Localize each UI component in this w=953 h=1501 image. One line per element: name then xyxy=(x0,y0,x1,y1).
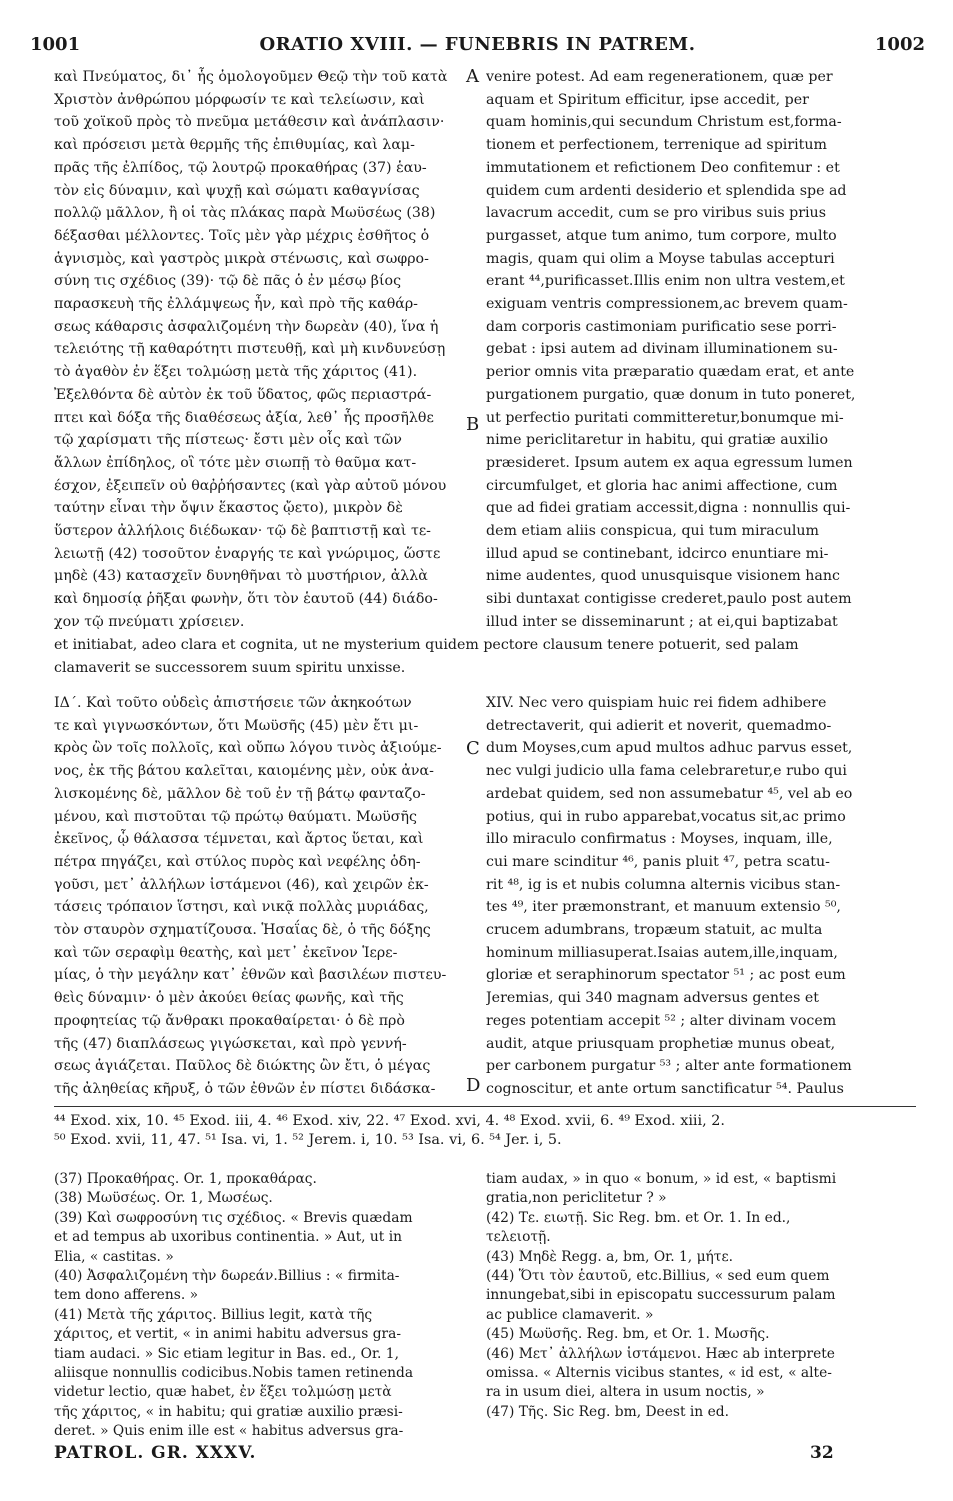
text-line: nec vulgi judicio ulla fama celebraretur,e rubo qui xyxy=(486,763,847,780)
text-line: que ad fidei gratiam accessit,digna : nonnullis qui- xyxy=(486,500,851,517)
text-line: nime periclitaretur in habitu, qui gratiæ auxilio xyxy=(486,432,829,449)
footer-volume: PATROL. GR. XXXV. xyxy=(54,1443,257,1463)
footer-signature: 32 xyxy=(810,1443,834,1463)
margin-letter-a: A xyxy=(466,66,479,87)
text-line: καὶ τῶν σεραφὶμ θεατὴς, καὶ μετ᾿ ἐκεῖνον Ἱερε- xyxy=(54,944,398,961)
text-line: gloriæ et seraphinorum spectator ⁵¹ ; ac post eum xyxy=(486,967,846,984)
text-line: τῆς (47) διαπλάσεως γιγώσκεται, καὶ πρὸ γεννή- xyxy=(54,1035,407,1052)
text-line: gebat : ipsi autem ad divinam illuminationem su- xyxy=(486,341,838,358)
text-line: lavacrum accedit, cum se pro viribus suis prius xyxy=(486,205,826,222)
text-line: (42) Τε. ειωτῇ. Sic Reg. bm. et Or. 1. In ed., xyxy=(486,1209,791,1226)
text-line: ⁵⁰ Exod. xvii, 11, 47. ⁵¹ Isa. vi, 1. ⁵² Jerem. i, 10. ⁵³ Isa. vi, 6. ⁵⁴ Jer. i, 5. xyxy=(54,1132,562,1149)
text-line: aquam et Spiritum efficitur, ipse accedit, per xyxy=(486,91,809,108)
footnotes-right xyxy=(486,1170,916,1422)
text-line: tem dono afferens. » xyxy=(54,1287,199,1304)
text-line: ὕστερον ἀλλήλοις διέδωκαν· τῷ δὲ βαπτιστῇ καὶ τε- xyxy=(54,523,431,540)
text-line: clamaverit se successorem suum spiritu unxisse. xyxy=(54,659,406,676)
text-line: purgationem purgatio, quæ donum in tuto poneret, xyxy=(486,386,856,403)
text-line: dem etiam aliis conspicua, qui tum miraculum xyxy=(486,523,819,540)
running-header xyxy=(30,34,925,58)
text-line: Elia, « castitas. » xyxy=(54,1248,174,1265)
text-line: et ad tempus ab uxoribus continentia. » Aut, ut in xyxy=(54,1229,402,1246)
reference-rule xyxy=(54,1106,916,1107)
text-line: tiam audaci. » Sic etiam legitur in Bas. ed., Or. 1, xyxy=(54,1345,399,1362)
text-line: δέξασθαι μέλλοντες. Τοῖς μὲν γὰρ μέχρις ἐσθῆτος ὁ xyxy=(54,227,430,244)
text-line: venire potest. Ad eam regenerationem, quæ per xyxy=(486,69,833,85)
text-line: ra in usum diei, altera in usum noctis, » xyxy=(486,1384,765,1401)
text-line: σεως κάθαρσις ἀσφαλιζομένη τὴν δωρεὰν (40), ἵνα ἡ xyxy=(54,318,439,335)
margin-letter-d: D xyxy=(466,1075,481,1096)
page-number-left: 1001 xyxy=(30,34,81,55)
text-line: λειωτῇ (42) τοσοῦτον ἐναργής τε καὶ γνώριμος, ὥστε xyxy=(54,545,441,562)
text-line: dum Moyses,cum apud multos adhuc parvus esset, xyxy=(486,740,853,757)
text-line: τὸν σταυρὸν σχηματίζουσα. Ἡσαΐας δὲ, ὁ τῆς δόξης xyxy=(54,922,431,939)
text-line: (47) Τῆς. Sic Reg. bm, Deest in ed. xyxy=(486,1403,729,1420)
text-line: reges potentiam accepit ⁵² ; alter divinam vocem xyxy=(486,1012,837,1029)
text-line: immutationem et refictionem Deo confitemur : et xyxy=(486,159,840,176)
text-line: Χριστὸν ἀνθρώπου μόρφωσίν τε καὶ τελείωσιν, καὶ xyxy=(54,91,425,108)
greek-column-section-xiv xyxy=(54,692,466,1101)
text-line: (45) Μωϋσῆς. Reg. bm, et Or. 1. Μωσῆς. xyxy=(486,1326,770,1343)
text-line: προφητείας τῷ ἄνθρακι προκαθαίρεται· ὁ δὲ πρὸ xyxy=(54,1012,405,1029)
text-line: τελειότης τῇ καθαρότητι πιστευθῇ, καὶ μὴ κινδυνεύσῃ xyxy=(54,341,446,358)
text-line: μίας, ὁ τὴν μεγάλην κατ᾿ ἐθνῶν καὶ βασιλέων πιστευ- xyxy=(54,967,447,984)
text-line: hominum milliasuperat.Isaias autem,ille,inquam, xyxy=(486,944,838,961)
text-line: (46) Μετ᾿ ἀλλήλων ἱστάμενοι. Hæc ab interprete xyxy=(486,1345,835,1362)
text-line: cognoscitur, et ante ortum sanctificatur ⁵⁴. Paulus xyxy=(486,1080,844,1097)
text-line: per carbonem purgatur ⁵³ ; alter ante formationem xyxy=(486,1058,852,1075)
text-line: (37) Προκαθήρας. Or. 1, προκαθάρας. xyxy=(54,1171,317,1187)
text-line: videtur lectio, quæ habet, ἐν ἕξει τολμώσῃ μετὰ xyxy=(54,1384,392,1401)
text-line: Jeremias, qui 340 magnam adversus gentes et xyxy=(486,990,819,1007)
text-line: ΙΔ΄. Καὶ τοῦτο οὐδεὶς ἀπιστήσειε τῶν ἀκηκοότων xyxy=(54,695,412,711)
text-line: πέτρα πηγάζει, καὶ στύλος πυρὸς καὶ νεφέλης ὁδη- xyxy=(54,853,421,870)
text-line: Ἐξελθόντα δὲ αὐτὸν ἐκ τοῦ ὕδατος, φῶς περιαστρά- xyxy=(54,386,432,403)
footnotes-left xyxy=(54,1170,466,1442)
latin-column-section-xiv xyxy=(486,692,916,1101)
text-line: τάσεις τρόπαιον ἵστησι, καὶ νικᾷ πολλὰς μυριάδας, xyxy=(54,899,429,916)
text-line: gratia,non periclitetur ? » xyxy=(486,1190,667,1207)
text-line: γοῦσι, μετ᾿ ἀλλήλων ἱστάμενοι (46), καὶ χειρῶν ἐκ- xyxy=(54,876,429,893)
text-line: παρασκευὴ τῆς ἐλλάμψεως ἦν, καὶ πρὸ τῆς καθάρ- xyxy=(54,296,418,313)
text-line: dam corporis castimoniam purificatio sese porri- xyxy=(486,318,837,335)
text-line: quidem cum ardenti desiderio et splendida spe ad xyxy=(486,182,847,199)
text-line: sibi duntaxat contigisse crederet,paulo post autem xyxy=(486,591,852,608)
text-line: (38) Μωϋσέως. Or. 1, Μωσέως. xyxy=(54,1190,273,1207)
text-line: deret. » Quis enim ille est « habitus adversus gra- xyxy=(54,1423,404,1440)
text-line: erant ⁴⁴,purificasset.Illis enim non ultra vestem,et xyxy=(486,273,845,290)
text-line: τῆς ἀληθείας κῆρυξ, ὁ τῶν ἐθνῶν ἐν πίστει διδάσκα- xyxy=(54,1080,436,1097)
text-line: (40) Ἀσφαλιζομένη τὴν δωρεάν.Billius : « firmita- xyxy=(54,1268,400,1285)
text-line: tionem et perfectionem, terrenique ad spiritum xyxy=(486,137,827,154)
text-line: τῆς χάριτος, « in habitu; qui gratiæ auxilio præsi- xyxy=(54,1403,403,1420)
text-line: (39) Καὶ σωφροσύνη τις σχέδιος. « Brevis quædam xyxy=(54,1209,413,1226)
text-line: innungebat,sibi in episcopatu successurum palam xyxy=(486,1287,836,1304)
page-number-right: 1002 xyxy=(874,34,925,55)
text-line: μηδὲ (43) κατασχεῖν δυνηθῆναι τὸ μυστήριον, ἀλλὰ xyxy=(54,568,428,585)
text-line: quam hominis,qui secundum Christum est,forma- xyxy=(486,114,842,131)
text-line: ut perfectio puritati committeretur,bonumque mi- xyxy=(486,409,844,426)
latin-column-top xyxy=(486,66,916,634)
text-line: crucem adumbrans, tropæum statuit, ac multa xyxy=(486,922,823,939)
text-line: τοῦ χοϊκοῦ πρὸς τὸ πνεῦμα μετάθεσιν καὶ ἀνάπλασιν· xyxy=(54,114,445,131)
text-line: ⁴⁴ Exod. xix, 10. ⁴⁵ Exod. iii, 4. ⁴⁶ Exod. xiv, 22. ⁴⁷ Exod. xvi, 4. ⁴⁸ Exod. xvii, 6. ⁴⁹ Exod. xiii, 2. xyxy=(54,1113,726,1129)
text-line: τε καὶ γιγνωσκόντων, ὅτι Μωϋσῆς (45) μὲν ἔτι μι- xyxy=(54,717,419,734)
text-line: præsideret. Ipsum autem ex aqua egressum lumen xyxy=(486,454,853,471)
text-line: perior omnis vita præparatio quædam erat, et ante xyxy=(486,364,855,381)
text-line: μένου, καὶ πιστοῦται τῷ πρώτῳ θαύματι. Μωϋσῆς xyxy=(54,808,417,825)
text-line: XIV. Nec vero quispiam huic rei fidem adhibere xyxy=(486,695,827,711)
text-line: tiam audax, » in quo « bonum, » id est, « baptismi xyxy=(486,1171,837,1187)
text-line: ἄλλων ἐπίδηλος, οἳ τότε μὲν σιωπῇ τὸ θαῦμα κατ- xyxy=(54,454,417,471)
text-line: purgasset, atque tum animo, tum corpore, multo xyxy=(486,227,837,244)
text-line: (43) Μηδὲ Regg. a, bm, Or. 1, μήτε. xyxy=(486,1248,733,1265)
text-line: (41) Μετὰ τῆς χάριτος. Billius legit, κατὰ τῆς xyxy=(54,1306,373,1323)
text-line: ταύτην εἶναι τὴν ὄψιν ἕκαστος ᾤετο), μικρὸν δὲ xyxy=(54,500,403,517)
text-line: tes ⁴⁹, iter præmonstrant, et manuum extensio ⁵⁰, xyxy=(486,899,841,916)
text-line: detrectaverit, qui adierit et noverit, quemadmo- xyxy=(486,717,832,734)
text-line: τῷ χαρίσματι τῆς πίστεως· ἔστι μὲν οἷς καὶ τῶν xyxy=(54,432,402,449)
text-line: τὸ ἀγαθὸν ἐν ἕξει τολμώσῃ μετὰ τῆς χάριτος (41). xyxy=(54,364,418,381)
text-line: illud inter se disseminarunt ; at ei,qui baptizabat xyxy=(486,613,838,630)
text-line: ardebat quidem, sed non assumebatur ⁴⁵, vel ab eo xyxy=(486,785,853,802)
text-line: σύνη τις σχέδιος (39)· τῷ δὲ πᾶς ὁ ἐν μέσῳ βίος xyxy=(54,273,402,290)
text-line: circumfulget, et gloria hac animi affectione, cum xyxy=(486,477,838,494)
scripture-references xyxy=(54,1112,916,1151)
text-line: καὶ πρόσεισι μετὰ θερμῆς τῆς ἐπιθυμίας, καὶ λαμ- xyxy=(54,137,415,154)
text-line: ἁγνισμὸς, καὶ γαστρὸς μικρὰ στένωσις, καὶ σωφρο- xyxy=(54,250,429,267)
text-line: audit, atque priusquam prophetiæ munus obeat, xyxy=(486,1035,836,1052)
text-line: cui mare scinditur ⁴⁶, panis pluit ⁴⁷, petra scatu- xyxy=(486,853,830,870)
text-line: omissa. « Alternis vicibus stantes, « id est, « alte- xyxy=(486,1365,832,1382)
text-line: illud apud se continebant, idcirco enuntiare mi- xyxy=(486,545,829,562)
text-line: λισκομένης δὲ, μᾶλλον δὲ τοῦ ἐν τῇ βάτῳ φανταζο- xyxy=(54,785,426,802)
margin-letter-c: C xyxy=(466,738,480,759)
running-title: ORATIO XVIII. — FUNEBRIS IN PATREM. xyxy=(259,34,696,55)
text-line: nime audentes, quod unusquisque visionem hanc xyxy=(486,568,840,585)
text-line: πτει καὶ δόξα τῆς διαθέσεως ἀξία, λεθ᾿ ἧς προσῆλθε xyxy=(54,409,434,426)
text-line: πρᾶς τῆς ἐλπίδος, τῷ λουτρῷ προκαθήρας (37) ἑαυ- xyxy=(54,159,427,176)
text-line: exiguam ventris compressionem,ac brevem quam- xyxy=(486,296,848,313)
full-width-continuation xyxy=(54,634,916,679)
text-line: τὸν εἰς δύναμιν, καὶ ψυχῇ καὶ σώματι καθαγνίσας xyxy=(54,182,420,199)
text-line: σεως ἁγιάζεται. Παῦλος δὲ διώκτης ὢν ἔτι, ὁ μέγας xyxy=(54,1058,431,1075)
text-line: (44) Ὅτι τὸν ἑαυτοῦ, etc.Billius, « sed eum quem xyxy=(486,1268,830,1285)
text-line: magis, quam qui olim a Moyse tabulas accepturi xyxy=(486,250,835,267)
text-line: καὶ Πνεύματος, δι᾿ ἧς ὁμολογοῦμεν Θεῷ τὴν τοῦ κατὰ xyxy=(54,69,448,85)
text-line: τελειοτῇ. xyxy=(486,1229,551,1246)
text-line: έσχον, ἐξειπεῖν οὐ θαῤῥήσαντες (καὶ γὰρ αὐτοῦ μόνου xyxy=(54,477,447,494)
text-line: χάριτος, et vertit, « in animi habitu adversus gra- xyxy=(54,1326,402,1343)
text-line: aliisque nonnullis codicibus.Nobis tamen retinenda xyxy=(54,1365,414,1382)
greek-column-top xyxy=(54,66,466,634)
text-line: illo miraculo confirmatus : Moyses, inquam, ille, xyxy=(486,831,833,848)
text-line: ἐκεῖνος, ᾧ θάλασσα τέμνεται, καὶ ἄρτος ὕεται, καὶ xyxy=(54,831,424,848)
text-line: et initiabat, adeo clara et cognita, ut ne mysterium quidem pectore clausum tenere potuerit, sed palam xyxy=(54,637,799,653)
text-line: potius, qui in rubo apparebat,vocatus sit,ac primo xyxy=(486,808,846,825)
text-line: νος, ἐκ τῆς βάτου καλεῖται, καιομένης μὲν, οὐκ ἀνα- xyxy=(54,763,434,780)
text-line: rit ⁴⁸, ig is et nubis columna alternis vicibus stan- xyxy=(486,876,841,893)
text-line: χον τῷ πνεύματι χρίσειεν. xyxy=(54,613,245,630)
text-line: κρὸς ὢν τοῖς πολλοῖς, καὶ οὔπω λόγου τινὸς ἀξιούμε- xyxy=(54,740,442,757)
text-line: καὶ δημοσίᾳ ῥῆξαι φωνὴν, ὅτι τὸν ἑαυτοῦ (44) διάδο- xyxy=(54,591,438,608)
text-line: ac publice clamaverit. » xyxy=(486,1306,654,1323)
margin-letter-b: B xyxy=(466,414,480,435)
text-line: θεὶς δύναμιν· ὁ μὲν ἀκούει θείας φωνῆς, καὶ τῆς xyxy=(54,990,404,1007)
text-line: πολλῷ μᾶλλον, ἢ οἱ τὰς πλάκας παρὰ Μωϋσέως (38) xyxy=(54,205,436,222)
